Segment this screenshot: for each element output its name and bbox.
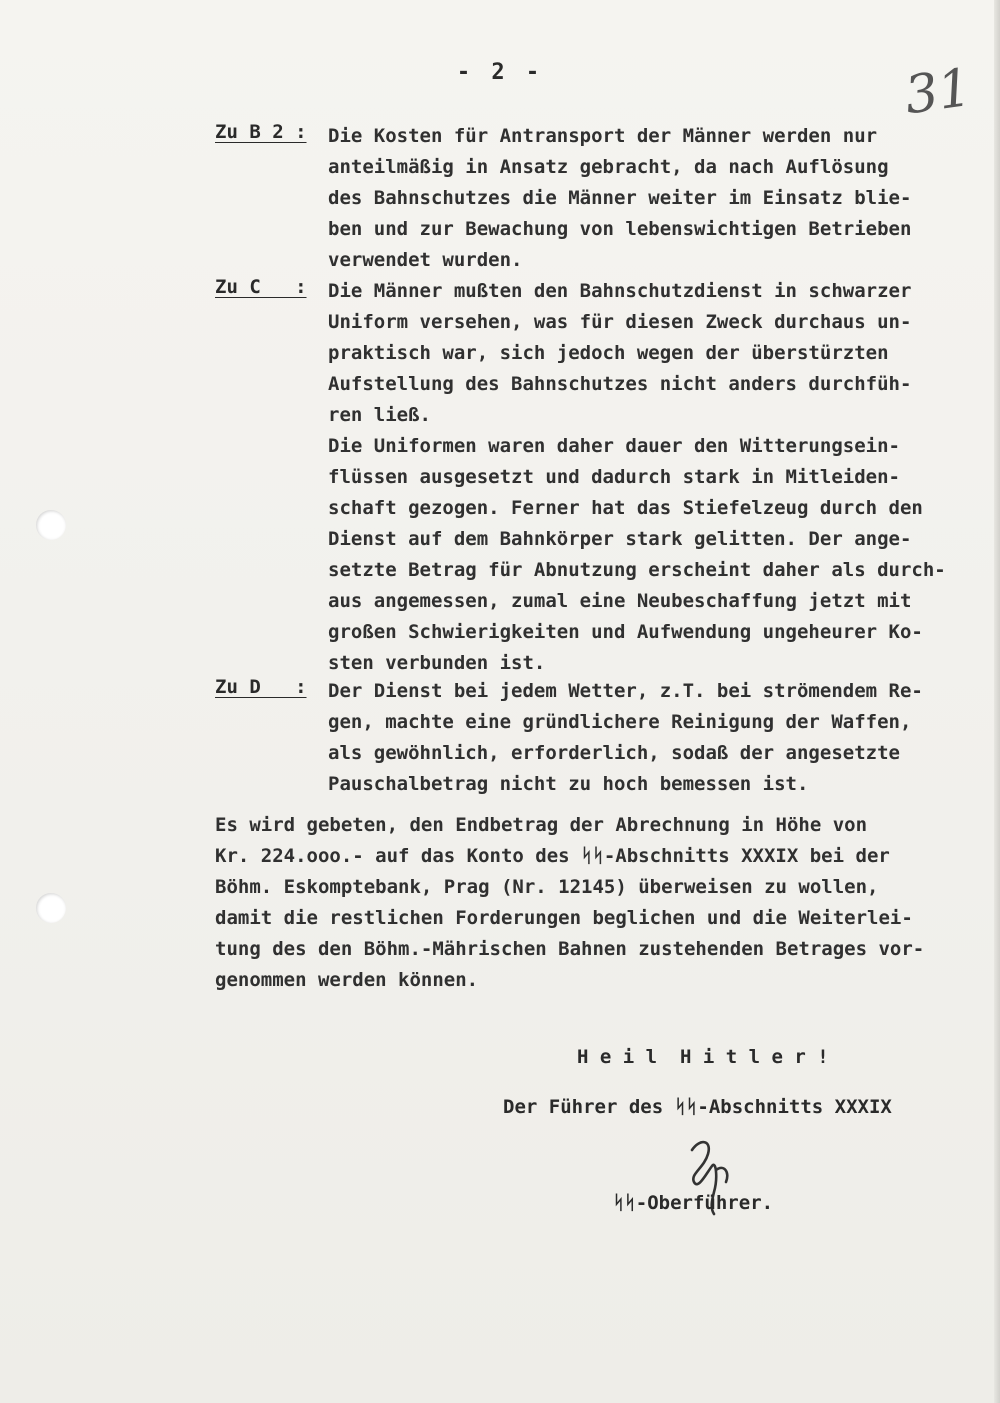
salutation: H e i l H i t l e r ! <box>577 1046 829 1068</box>
text-line: Die Kosten für Antransport der Männer werden nur <box>328 125 878 147</box>
text-line: Die Männer mußten den Bahnschutzdienst in schwarzer <box>328 280 912 302</box>
text-line: Es wird gebeten, den Endbetrag der Abrechnung in Höhe von <box>215 814 868 836</box>
text-line: sten verbunden ist. <box>328 652 546 674</box>
section-body <box>328 121 978 276</box>
punch-hole-upper <box>36 510 66 540</box>
text-line: Kr. 224.ooo.- auf das Konto des ᛋᛋ-Abschnitts XXXIX bei der <box>215 845 890 867</box>
section-label: Zu D : <box>215 676 307 698</box>
section-label: Zu B 2 : <box>215 121 307 143</box>
text-line: Die Uniformen waren daher dauer den Witterungsein- <box>328 435 900 457</box>
text-line: des Bahnschutzes die Männer weiter im Einsatz blie- <box>328 187 912 209</box>
punch-hole-lower <box>36 893 66 923</box>
text-line: Pauschalbetrag nicht zu hoch bemessen ist. <box>328 773 809 795</box>
text-line: Der Dienst bei jedem Wetter, z.T. bei strömendem Re- <box>328 680 923 702</box>
text-line: großen Schwierigkeiten und Aufwendung ungeheurer Ko- <box>328 621 923 643</box>
text-line: praktisch war, sich jedoch wegen der überstürzten <box>328 342 889 364</box>
signatory-rank: ᛋᛋ-Oberführer. <box>613 1192 774 1214</box>
section-body <box>328 676 978 800</box>
text-line: ren ließ. <box>328 404 431 426</box>
text-line: anteilmäßig in Ansatz gebracht, da nach Auflösung <box>328 156 889 178</box>
text-line: schaft gezogen. Ferner hat das Stiefelzeug durch den <box>328 497 923 519</box>
text-line: Uniform versehen, was für diesen Zweck durchaus un- <box>328 311 912 333</box>
text-line: gen, machte eine gründlichere Reinigung der Waffen, <box>328 711 912 733</box>
request-paragraph <box>215 810 975 996</box>
text-line: genommen werden können. <box>215 969 479 991</box>
section-body <box>328 276 978 679</box>
signatory-title: Der Führer des ᛋᛋ-Abschnitts XXXIX <box>503 1096 892 1118</box>
text-line: tung des den Böhm.-Mährischen Bahnen zustehenden Betrages vor- <box>215 938 925 960</box>
handwritten-folio-number: 31 <box>901 57 976 127</box>
text-line: flüssen ausgesetzt und dadurch stark in Mitleiden- <box>328 466 900 488</box>
text-line: Dienst auf dem Bahnkörper stark gelitten. Der ange- <box>328 528 912 550</box>
text-line: verwendet wurden. <box>328 249 523 271</box>
text-line: ben und zur Bewachung von lebenswichtigen Betrieben <box>328 218 912 240</box>
text-line: Aufstellung des Bahnschutzes nicht anders durchfüh- <box>328 373 912 395</box>
text-line: Böhm. Eskomptebank, Prag (Nr. 12145) überweisen zu wollen, <box>215 876 879 898</box>
text-line: setzte Betrag für Abnutzung erscheint daher als durch- <box>328 559 946 581</box>
section-label: Zu C : <box>215 276 307 298</box>
page-number: - 2 - <box>456 60 544 85</box>
text-line: als gewöhnlich, erforderlich, sodaß der angesetzte <box>328 742 900 764</box>
text-line: damit die restlichen Forderungen beglichen und die Weiterlei- <box>215 907 913 929</box>
text-line: aus angemessen, zumal eine Neubeschaffung jetzt mit <box>328 590 912 612</box>
